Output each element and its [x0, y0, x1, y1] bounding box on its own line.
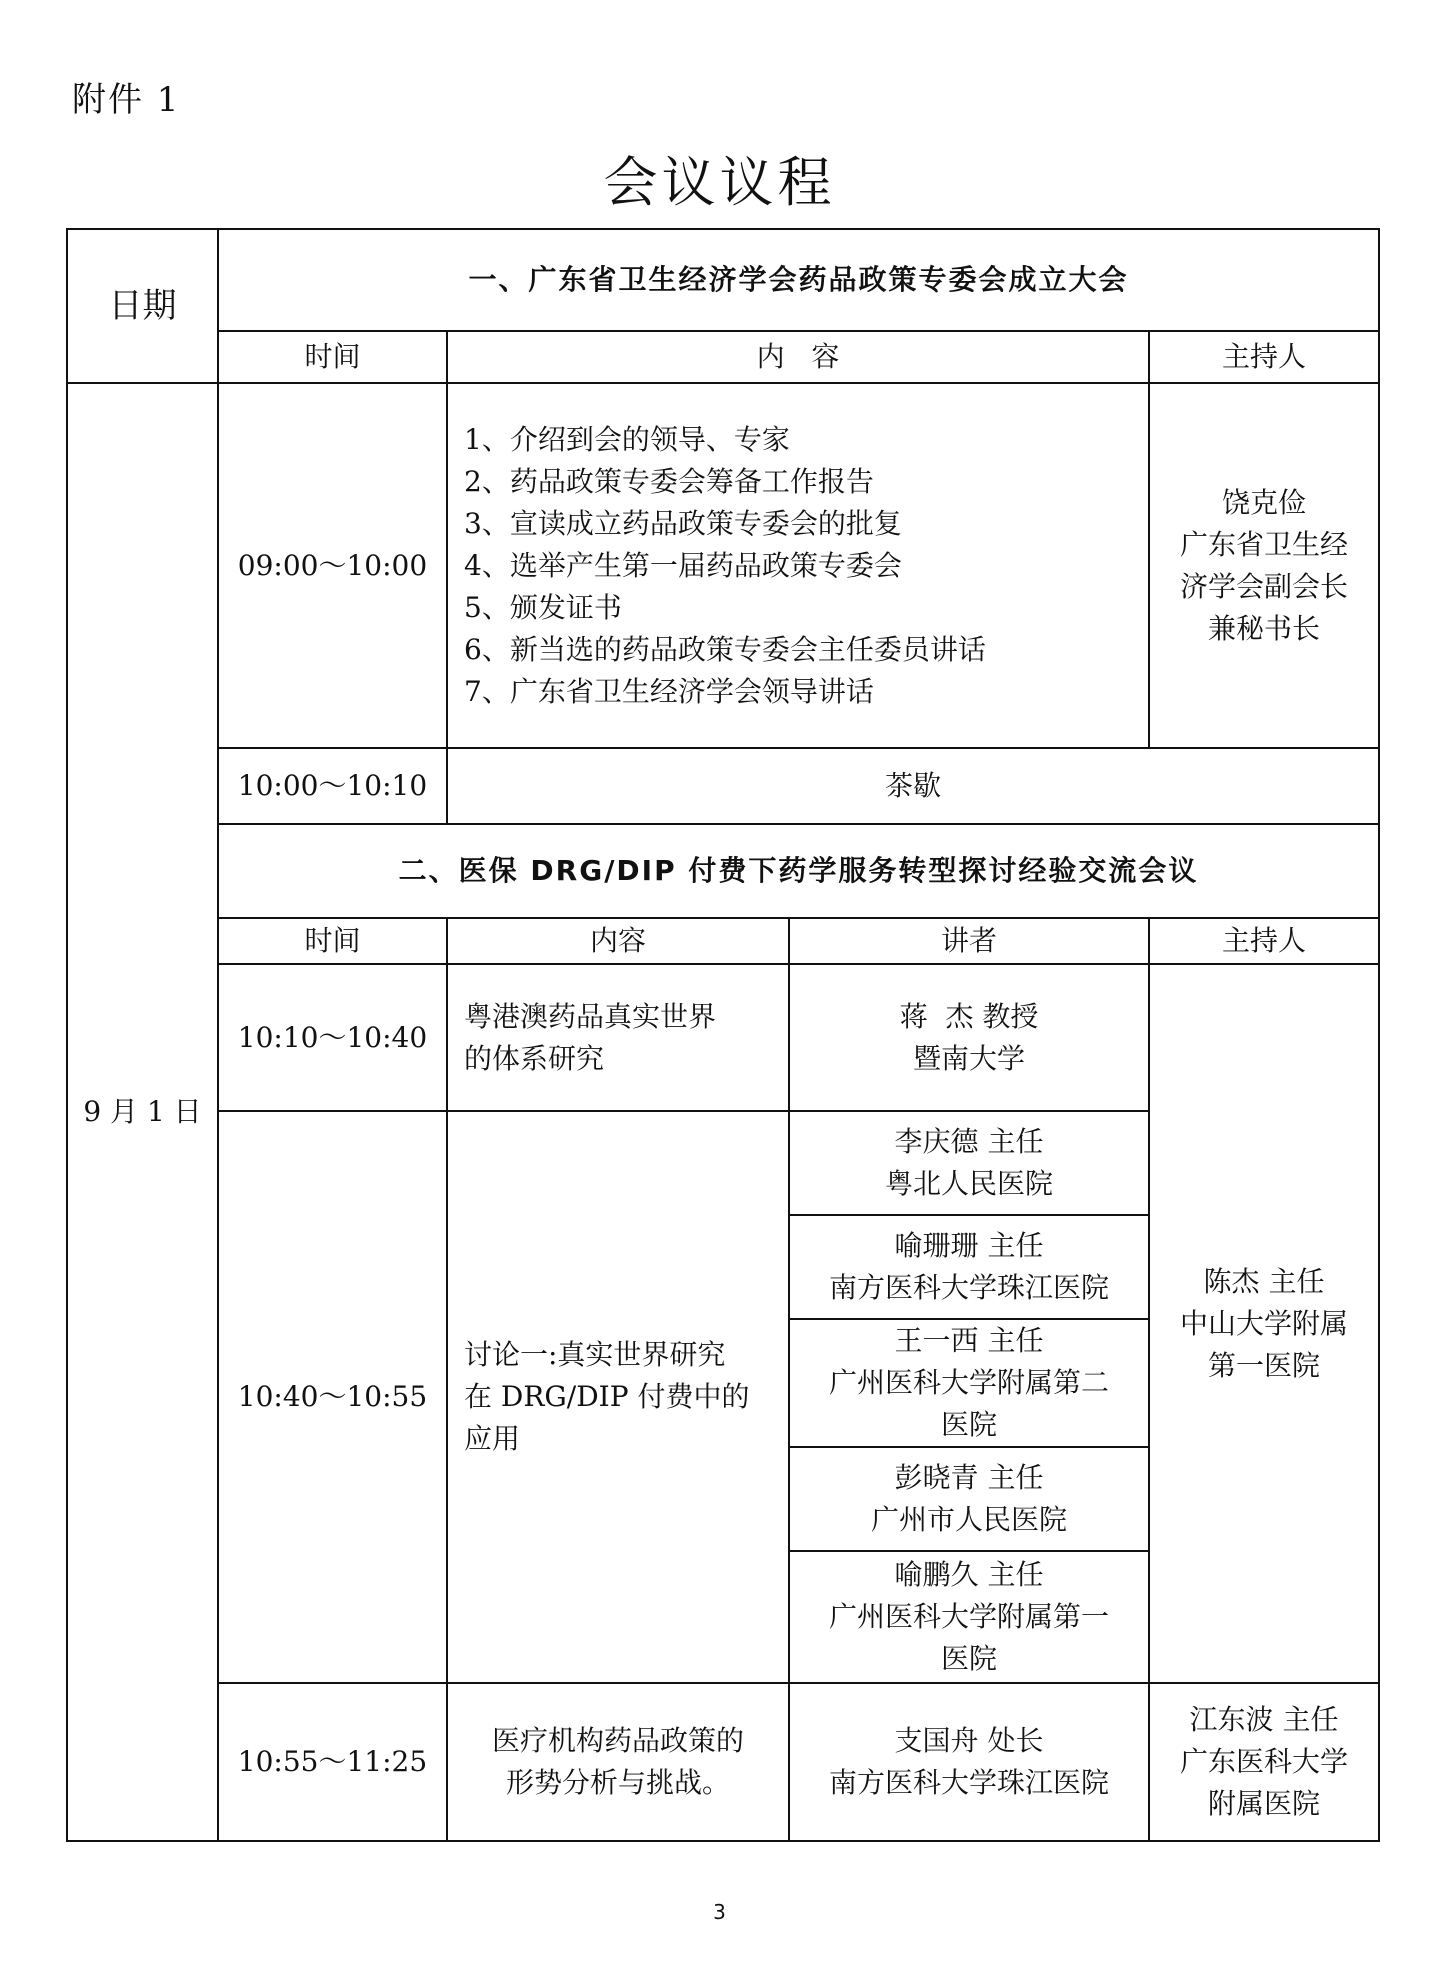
speaker-cell [789, 1447, 1149, 1551]
section2-col-content: 内容 [447, 918, 789, 964]
agenda-item: 7、广东省卫生经济学会领导讲话 [464, 674, 874, 708]
section2-header-row [67, 918, 1379, 964]
speaker-affiliation: 广州市人民医院 [870, 1503, 1067, 1536]
break-row [67, 748, 1379, 824]
section1-row [67, 383, 1379, 748]
speaker-affiliation: 医院 [940, 1408, 997, 1441]
content-line: 讨论一:真实世界研究 [464, 1338, 726, 1371]
host-name: 陈杰 主任 [1203, 1264, 1325, 1298]
speaker-name: 喻珊珊 主任 [894, 1229, 1044, 1262]
section1-header-row [67, 331, 1379, 383]
s2-row3-host [1149, 1683, 1379, 1841]
speaker-name: 王一西 主任 [894, 1324, 1044, 1357]
s2-row2-time: 10:40～10:55 [218, 1111, 447, 1683]
break-label: 茶歇 [447, 748, 1379, 824]
host-name: 饶克俭 [1222, 485, 1307, 519]
s2-row2-content [447, 1111, 789, 1683]
speaker-affiliation: 广州医科大学附属第一 [828, 1600, 1109, 1633]
host-name: 江东波 主任 [1189, 1703, 1339, 1736]
agenda-item: 5、颁发证书 [464, 590, 622, 624]
speaker-name: 喻鹏久 主任 [894, 1558, 1044, 1591]
host-affiliation: 第一医院 [1208, 1348, 1321, 1382]
content-line: 形势分析与挑战。 [505, 1766, 730, 1799]
section1-col-content: 内 容 [447, 331, 1149, 383]
s2-row1-speaker [789, 964, 1149, 1111]
agenda-item: 3、宣读成立药品政策专委会的批复 [464, 506, 902, 540]
content-line: 应用 [464, 1422, 521, 1455]
date-cell: 9 月 1 日 [67, 383, 218, 1841]
s1-row1-host [1149, 383, 1379, 748]
s1-row1-time: 09:00～10:00 [218, 383, 447, 748]
content-line: 在 DRG/DIP 付费中的 [464, 1380, 750, 1413]
page-number: 3 [713, 1900, 726, 1924]
speaker-affiliation: 南方医科大学珠江医院 [828, 1766, 1109, 1799]
speaker-affiliation: 广州医科大学附属第二 [828, 1366, 1109, 1399]
speaker-affiliation: 暨南大学 [912, 1041, 1025, 1075]
speaker-cell [789, 1319, 1149, 1447]
speaker-cell [789, 1215, 1149, 1319]
speaker-affiliation: 医院 [940, 1642, 997, 1675]
page-title: 会议议程 [603, 151, 836, 214]
section2-col-host: 主持人 [1149, 918, 1379, 964]
host-affiliation: 广东省卫生经 [1180, 527, 1349, 561]
section1-title: 一、广东省卫生经济学会药品政策专委会成立大会 [218, 229, 1379, 331]
section2-col-time: 时间 [218, 918, 447, 964]
speaker-cell [789, 1551, 1149, 1683]
section1-col-time: 时间 [218, 331, 447, 383]
s2-row3-time: 10:55～11:25 [218, 1683, 447, 1841]
host-affiliation: 兼秘书长 [1208, 611, 1321, 645]
section2-title-row [67, 824, 1379, 918]
host-affiliation: 中山大学附属 [1180, 1306, 1349, 1340]
agenda-item: 1、介绍到会的领导、专家 [464, 422, 790, 456]
speaker-affiliation: 粤北人民医院 [884, 1167, 1053, 1200]
speaker-cell [789, 1111, 1149, 1215]
break-time: 10:00～10:10 [218, 748, 447, 824]
s2-row3 [67, 1683, 1379, 1841]
section1-title-row [67, 229, 1379, 331]
speaker-name: 蒋 杰 教授 [899, 999, 1039, 1033]
s2-row1 [67, 964, 1379, 1111]
s1-row1-content [447, 383, 1149, 748]
host-affiliation: 附属医院 [1208, 1787, 1321, 1820]
s2-row3-content [447, 1683, 789, 1841]
s2-row3-speaker [789, 1683, 1149, 1841]
speaker-name: 支国舟 处长 [894, 1724, 1044, 1757]
s2-host-rows-1-2 [1149, 964, 1379, 1683]
content-line: 的体系研究 [464, 1041, 605, 1075]
attachment-label: 附件 1 [72, 80, 181, 120]
agenda-item: 4、选举产生第一届药品政策专委会 [464, 548, 902, 582]
section2-col-speaker: 讲者 [789, 918, 1149, 964]
agenda-table [66, 228, 1380, 1842]
host-affiliation: 广东医科大学 [1180, 1745, 1349, 1778]
section1-col-host: 主持人 [1149, 331, 1379, 383]
content-line: 粤港澳药品真实世界 [464, 999, 717, 1033]
speaker-affiliation: 南方医科大学珠江医院 [828, 1271, 1109, 1304]
section2-title: 二、医保 DRG/DIP 付费下药学服务转型探讨经验交流会议 [218, 824, 1379, 918]
speaker-name: 李庆德 主任 [894, 1125, 1044, 1158]
content-line: 医疗机构药品政策的 [491, 1724, 744, 1757]
speaker-name: 彭晓青 主任 [894, 1461, 1044, 1494]
host-affiliation: 济学会副会长 [1180, 569, 1349, 603]
agenda-item: 2、药品政策专委会筹备工作报告 [464, 464, 874, 498]
s2-row1-content [447, 964, 789, 1111]
agenda-item: 6、新当选的药品政策专委会主任委员讲话 [464, 632, 986, 666]
date-header: 日期 [67, 229, 218, 383]
s2-row1-time: 10:10～10:40 [218, 964, 447, 1111]
